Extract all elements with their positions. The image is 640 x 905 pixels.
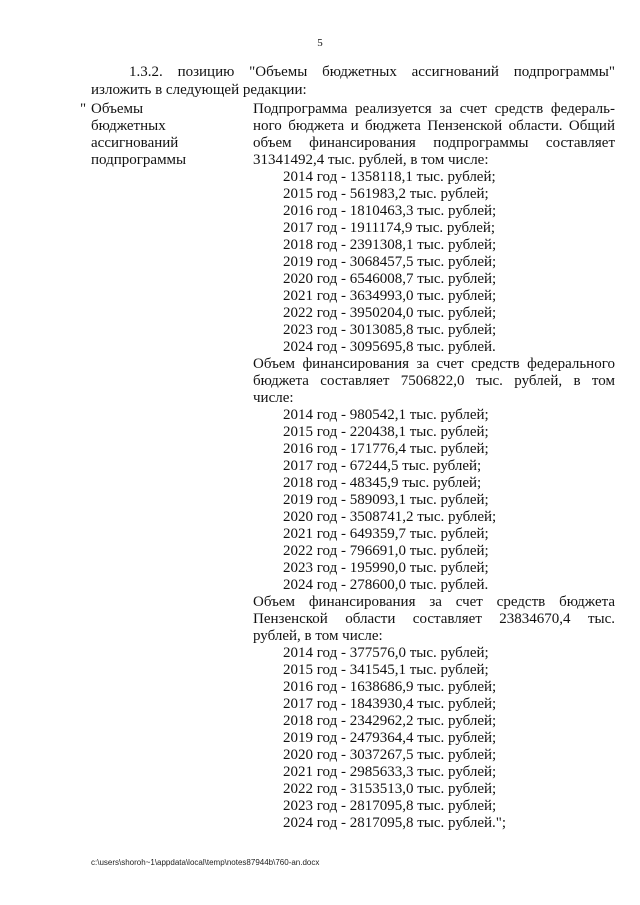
year-line: 2015 год - 220438,1 тыс. рублей; — [283, 424, 489, 440]
year-line: 2024 год - 278600,0 тыс. рублей. — [283, 577, 489, 593]
year-line: 2015 год - 561983,2 тыс. рублей; — [283, 186, 489, 202]
text-line: Объем финансирования за счет средств бюджета — [253, 594, 615, 610]
year-line: 2024 год - 3095695,8 тыс. рублей. — [283, 339, 496, 355]
text-line: Пензенской области составляет 23834670,4 тыс. — [253, 611, 615, 627]
total-block — [253, 101, 615, 356]
year-line: 2019 год - 589093,1 тыс. рублей; — [283, 492, 489, 508]
year-line: 2020 год - 6546008,7 тыс. рублей; — [283, 271, 497, 287]
year-line: 2014 год - 1358118,1 тыс. рублей; — [283, 169, 496, 185]
year-line: 2016 год - 1638686,9 тыс. рублей; — [283, 679, 497, 695]
federal-block — [253, 356, 615, 594]
text-line: числе: — [253, 390, 294, 406]
year-line: 2014 год - 377576,0 тыс. рублей; — [283, 645, 489, 661]
label-line: ассигнований — [91, 135, 179, 151]
year-line: 2018 год - 2342962,2 тыс. рублей; — [283, 713, 497, 729]
year-line: 2016 год - 171776,4 тыс. рублей; — [283, 441, 489, 457]
label-line: Объемы — [91, 101, 144, 117]
year-line: 2022 год - 3153513,0 тыс. рублей; — [283, 781, 497, 797]
year-line: 2016 год - 1810463,3 тыс. рублей; — [283, 203, 497, 219]
intro-paragraph — [91, 63, 615, 99]
regional-block — [253, 594, 615, 832]
position-content — [253, 101, 615, 832]
label-line: бюджетных — [91, 118, 166, 134]
year-line: 2015 год - 341545,1 тыс. рублей; — [283, 662, 489, 678]
year-line: 2023 год - 3013085,8 тыс. рублей; — [283, 322, 497, 338]
label-line: подпрограммы — [91, 152, 187, 168]
text-line: объем финансирования подпрограммы составляет — [253, 135, 615, 151]
year-line: 2017 год - 67244,5 тыс. рублей; — [283, 458, 482, 474]
opening-quote: " — [80, 101, 87, 117]
text-line: бюджета составляет 7506822,0 тыс. рублей, в том — [253, 373, 615, 389]
intro-line-2: изложить в следующей редакции: — [91, 82, 307, 98]
text-line: ного бюджета и бюджета Пензенской области. Общий — [253, 118, 615, 134]
text-line: Объем финансирования за счет средств федерального — [253, 356, 615, 372]
year-line: 2023 год - 195990,0 тыс. рублей; — [283, 560, 489, 576]
text-line: 31341492,4 тыс. рублей, в том числе: — [253, 152, 489, 168]
year-line: 2022 год - 3950204,0 тыс. рублей; — [283, 305, 497, 321]
year-line: 2019 год - 2479364,4 тыс. рублей; — [283, 730, 497, 746]
year-line: 2020 год - 3508741,2 тыс. рублей; — [283, 509, 497, 525]
intro-line-1: 1.3.2. позицию "Объемы бюджетных ассигнований подпрограммы" — [129, 64, 615, 80]
file-path-footer: c:\users\shoroh~1\appdata\local\temp\notes87944b\760-an.docx — [91, 858, 320, 867]
position-label — [91, 101, 221, 169]
year-line: 2018 год - 48345,9 тыс. рублей; — [283, 475, 482, 491]
year-line: 2017 год - 1843930,4 тыс. рублей; — [283, 696, 497, 712]
year-line: 2022 год - 796691,0 тыс. рублей; — [283, 543, 489, 559]
year-line: 2023 год - 2817095,8 тыс. рублей; — [283, 798, 497, 814]
year-line: 2021 год - 3634993,0 тыс. рублей; — [283, 288, 497, 304]
year-line: 2021 год - 2985633,3 тыс. рублей; — [283, 764, 497, 780]
year-line: 2018 год - 2391308,1 тыс. рублей; — [283, 237, 497, 253]
year-line: 2014 год - 980542,1 тыс. рублей; — [283, 407, 489, 423]
year-line: 2021 год - 649359,7 тыс. рублей; — [283, 526, 489, 542]
year-line: 2017 год - 1911174,9 тыс. рублей; — [283, 220, 496, 236]
page-number: 5 — [317, 37, 323, 49]
year-line: 2020 год - 3037267,5 тыс. рублей; — [283, 747, 497, 763]
year-line: 2019 год - 3068457,5 тыс. рублей; — [283, 254, 497, 270]
year-line: 2024 год - 2817095,8 тыс. рублей."; — [283, 815, 507, 831]
text-line: Подпрограмма реализуется за счет средств федераль- — [253, 101, 615, 117]
text-line: рублей, в том числе: — [253, 628, 383, 644]
